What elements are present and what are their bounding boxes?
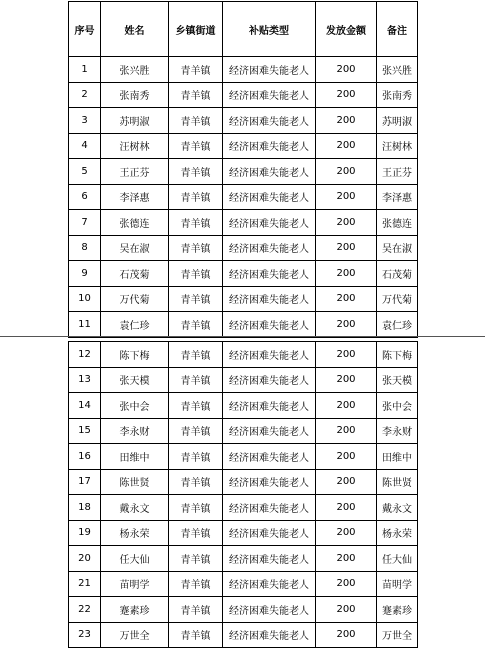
cell-amount: 200: [316, 495, 377, 521]
cell-remark: 石茂菊: [377, 261, 418, 287]
header-town: 乡镇街道: [169, 2, 223, 57]
table-row: [69, 546, 418, 572]
table-row: [69, 444, 418, 470]
cell-subsidy-type: 经济困难失能老人: [223, 520, 316, 546]
cell-no: 20: [69, 546, 101, 572]
cell-name: 张南秀: [101, 82, 169, 108]
cell-no: 13: [69, 367, 101, 393]
cell-town: 青羊镇: [169, 286, 223, 312]
cell-amount: 200: [316, 546, 377, 572]
cell-subsidy-type: 经济困难失能老人: [223, 418, 316, 444]
cell-no: 23: [69, 622, 101, 648]
cell-no: 16: [69, 444, 101, 470]
cell-name: 蹇素珍: [101, 597, 169, 623]
cell-town: 青羊镇: [169, 210, 223, 236]
cell-amount: 200: [316, 418, 377, 444]
cell-town: 青羊镇: [169, 342, 223, 368]
cell-subsidy-type: 经济困难失能老人: [223, 469, 316, 495]
cell-remark: 田维中: [377, 444, 418, 470]
cell-amount: 200: [316, 393, 377, 419]
cell-remark: 蹇素珍: [377, 597, 418, 623]
cell-name: 杨永荣: [101, 520, 169, 546]
cell-name: 吴在淑: [101, 235, 169, 261]
cell-amount: 200: [316, 469, 377, 495]
cell-subsidy-type: 经济困难失能老人: [223, 82, 316, 108]
cell-remark: 王正芬: [377, 159, 418, 185]
cell-remark: 袁仁珍: [377, 312, 418, 338]
cell-name: 陈世贤: [101, 469, 169, 495]
cell-no: 12: [69, 342, 101, 368]
cell-subsidy-type: 经济困难失能老人: [223, 108, 316, 134]
header-subsidy-type: 补贴类型: [223, 2, 316, 57]
cell-town: 青羊镇: [169, 418, 223, 444]
cell-town: 青羊镇: [169, 82, 223, 108]
cell-no: 3: [69, 108, 101, 134]
cell-no: 8: [69, 235, 101, 261]
cell-amount: 200: [316, 286, 377, 312]
cell-subsidy-type: 经济困难失能老人: [223, 286, 316, 312]
cell-subsidy-type: 经济困难失能老人: [223, 312, 316, 338]
table-row: [69, 367, 418, 393]
cell-town: 青羊镇: [169, 520, 223, 546]
cell-name: 张中会: [101, 393, 169, 419]
cell-amount: 200: [316, 108, 377, 134]
cell-town: 青羊镇: [169, 261, 223, 287]
cell-no: 4: [69, 133, 101, 159]
cell-amount: 200: [316, 159, 377, 185]
cell-name: 王正芬: [101, 159, 169, 185]
table-row: [69, 57, 418, 83]
cell-town: 青羊镇: [169, 622, 223, 648]
cell-no: 7: [69, 210, 101, 236]
cell-remark: 李泽惠: [377, 184, 418, 210]
cell-subsidy-type: 经济困难失能老人: [223, 367, 316, 393]
cell-town: 青羊镇: [169, 133, 223, 159]
cell-remark: 张兴胜: [377, 57, 418, 83]
table-row: [69, 469, 418, 495]
cell-subsidy-type: 经济困难失能老人: [223, 546, 316, 572]
cell-remark: 万世全: [377, 622, 418, 648]
cell-name: 苗明学: [101, 571, 169, 597]
cell-remark: 苏明淑: [377, 108, 418, 134]
table-row: [69, 82, 418, 108]
cell-town: 青羊镇: [169, 469, 223, 495]
cell-name: 戴永文: [101, 495, 169, 521]
table-row: [69, 159, 418, 185]
cell-remark: 吴在淑: [377, 235, 418, 261]
cell-town: 青羊镇: [169, 444, 223, 470]
cell-no: 2: [69, 82, 101, 108]
cell-no: 6: [69, 184, 101, 210]
cell-subsidy-type: 经济困难失能老人: [223, 393, 316, 419]
cell-subsidy-type: 经济困难失能老人: [223, 184, 316, 210]
table-row: [69, 622, 418, 648]
table-row: [69, 235, 418, 261]
table-row: [69, 184, 418, 210]
cell-town: 青羊镇: [169, 57, 223, 83]
cell-remark: 张德连: [377, 210, 418, 236]
cell-subsidy-type: 经济困难失能老人: [223, 622, 316, 648]
header-no: 序号: [69, 2, 101, 57]
table-row: [69, 286, 418, 312]
cell-remark: 李永财: [377, 418, 418, 444]
table-row: [69, 133, 418, 159]
cell-no: 18: [69, 495, 101, 521]
cell-no: 17: [69, 469, 101, 495]
table-row: [69, 495, 418, 521]
cell-subsidy-type: 经济困难失能老人: [223, 571, 316, 597]
cell-no: 11: [69, 312, 101, 338]
table-row: [69, 571, 418, 597]
cell-amount: 200: [316, 444, 377, 470]
table-row: [69, 210, 418, 236]
table-row: [69, 520, 418, 546]
cell-town: 青羊镇: [169, 597, 223, 623]
cell-remark: 张天模: [377, 367, 418, 393]
header-name: 姓名: [101, 2, 169, 57]
cell-amount: 200: [316, 235, 377, 261]
table-row: [69, 418, 418, 444]
table-body: [69, 57, 418, 338]
table-header-row: [69, 2, 418, 57]
cell-remark: 任大仙: [377, 546, 418, 572]
cell-amount: 200: [316, 571, 377, 597]
cell-name: 苏明淑: [101, 108, 169, 134]
cell-no: 9: [69, 261, 101, 287]
cell-town: 青羊镇: [169, 546, 223, 572]
table-row: [69, 393, 418, 419]
cell-amount: 200: [316, 622, 377, 648]
subsidy-table-page-1: [68, 1, 418, 338]
cell-town: 青羊镇: [169, 312, 223, 338]
header-amount: 发放金额: [316, 2, 377, 57]
cell-no: 14: [69, 393, 101, 419]
cell-remark: 陈下梅: [377, 342, 418, 368]
cell-town: 青羊镇: [169, 235, 223, 261]
subsidy-table-page-2: [68, 341, 418, 648]
cell-subsidy-type: 经济困难失能老人: [223, 444, 316, 470]
cell-remark: 陈世贤: [377, 469, 418, 495]
cell-amount: 200: [316, 57, 377, 83]
cell-name: 张兴胜: [101, 57, 169, 83]
cell-subsidy-type: 经济困难失能老人: [223, 159, 316, 185]
cell-town: 青羊镇: [169, 495, 223, 521]
cell-amount: 200: [316, 82, 377, 108]
cell-no: 1: [69, 57, 101, 83]
cell-no: 19: [69, 520, 101, 546]
cell-name: 陈下梅: [101, 342, 169, 368]
cell-name: 万代菊: [101, 286, 169, 312]
cell-amount: 200: [316, 184, 377, 210]
cell-name: 万世全: [101, 622, 169, 648]
cell-amount: 200: [316, 133, 377, 159]
cell-name: 张天模: [101, 367, 169, 393]
cell-no: 21: [69, 571, 101, 597]
cell-subsidy-type: 经济困难失能老人: [223, 342, 316, 368]
cell-remark: 戴永文: [377, 495, 418, 521]
cell-town: 青羊镇: [169, 108, 223, 134]
cell-town: 青羊镇: [169, 159, 223, 185]
cell-name: 李永财: [101, 418, 169, 444]
cell-town: 青羊镇: [169, 367, 223, 393]
cell-no: 10: [69, 286, 101, 312]
cell-subsidy-type: 经济困难失能老人: [223, 133, 316, 159]
cell-name: 汪树林: [101, 133, 169, 159]
table-row: [69, 597, 418, 623]
cell-amount: 200: [316, 597, 377, 623]
cell-amount: 200: [316, 367, 377, 393]
cell-subsidy-type: 经济困难失能老人: [223, 235, 316, 261]
cell-amount: 200: [316, 261, 377, 287]
cell-subsidy-type: 经济困难失能老人: [223, 57, 316, 83]
cell-no: 5: [69, 159, 101, 185]
cell-name: 田维中: [101, 444, 169, 470]
table-row: [69, 261, 418, 287]
cell-subsidy-type: 经济困难失能老人: [223, 495, 316, 521]
cell-amount: 200: [316, 342, 377, 368]
cell-remark: 万代菊: [377, 286, 418, 312]
table-row: [69, 108, 418, 134]
cell-town: 青羊镇: [169, 393, 223, 419]
cell-name: 李泽惠: [101, 184, 169, 210]
table-row: [69, 342, 418, 368]
cell-remark: 汪树林: [377, 133, 418, 159]
cell-amount: 200: [316, 210, 377, 236]
cell-town: 青羊镇: [169, 571, 223, 597]
cell-subsidy-type: 经济困难失能老人: [223, 261, 316, 287]
cell-subsidy-type: 经济困难失能老人: [223, 597, 316, 623]
cell-name: 石茂菊: [101, 261, 169, 287]
cell-name: 袁仁珍: [101, 312, 169, 338]
cell-remark: 杨永荣: [377, 520, 418, 546]
cell-no: 22: [69, 597, 101, 623]
table-body: [69, 342, 418, 648]
cell-amount: 200: [316, 312, 377, 338]
cell-remark: 苗明学: [377, 571, 418, 597]
cell-subsidy-type: 经济困难失能老人: [223, 210, 316, 236]
cell-amount: 200: [316, 520, 377, 546]
cell-name: 张德连: [101, 210, 169, 236]
cell-town: 青羊镇: [169, 184, 223, 210]
header-remark: 备注: [377, 2, 418, 57]
cell-no: 15: [69, 418, 101, 444]
cell-remark: 张南秀: [377, 82, 418, 108]
cell-name: 任大仙: [101, 546, 169, 572]
page-break-line: [0, 336, 485, 337]
table-row: [69, 312, 418, 338]
cell-remark: 张中会: [377, 393, 418, 419]
